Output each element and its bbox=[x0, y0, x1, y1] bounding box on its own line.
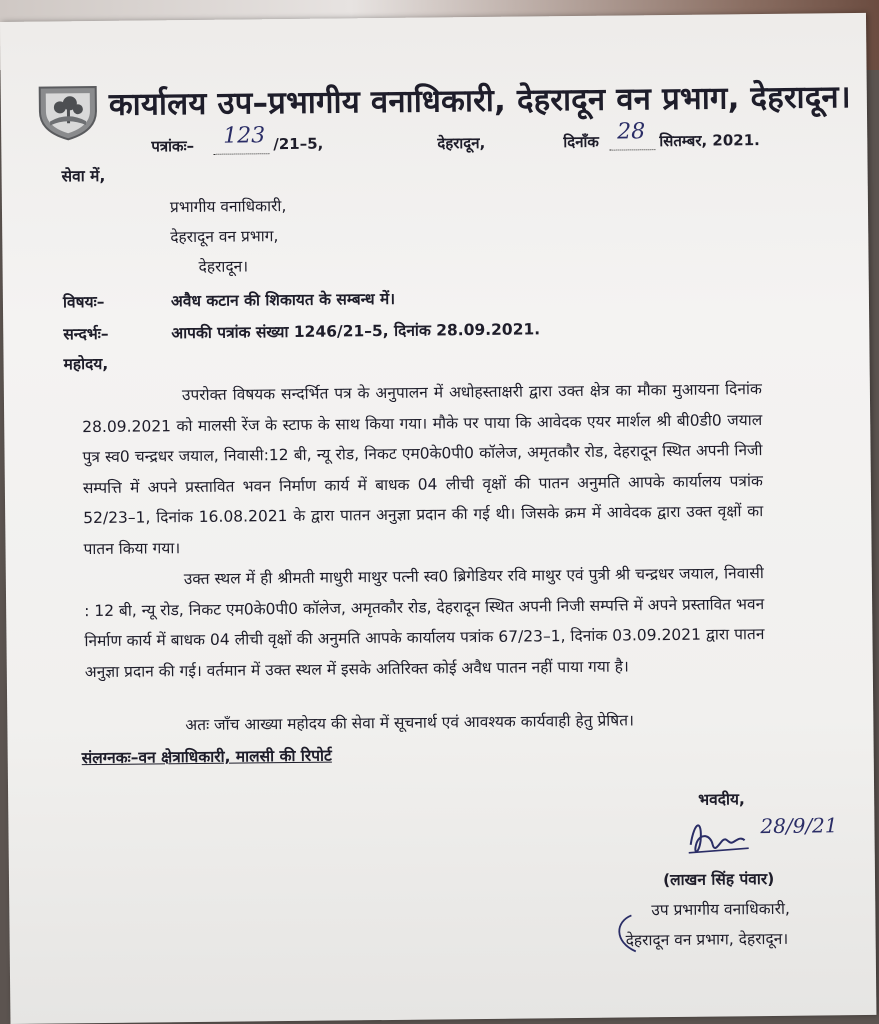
body-paragraph-1-text: उपरोक्त विषयक सन्दर्भित पत्र के अनुपालन में अधोहस्ताक्षरी द्वारा उक्त क्षेत्र का मौका मुआयना दिनांक 28.09.2021 को मालसी रेंज के स्टाफ के साथ किया गया। मौके पर पाया कि आवेदक एयर मार्शल श्री बी0डी0 जयाल पुत्र स्व0 चन्द्रधर जयाल, निवासी:12 बी, न्यू रोड, निकट एम0के0पी0 कॉलेज, अमृतकौर रोड, देहरादून स्थित अपनी निजी सम्पत्ति में अपने प्रस्तावित भवन निर्माण कार्य में बाधक 04 लीची वृक्षों की पातन अनुमति आपके कार्यालय पत्रांक 52/23–1, दिनांक 16.08.2021 के द्वारा पातन अनुज्ञा प्रदान की गई थी। जिसके क्रम में आवेदक द्वारा उक्त वृक्षों का पातन किया गया। bbox=[82, 380, 764, 558]
body-paragraph-3-text: अतः जाँच आख्या महोदय की सेवा में सूचनार्थ एवं आवश्यक कार्यवाही हेतु प्रेषित। bbox=[185, 711, 635, 735]
signatory-office: देहरादून वन प्रभाग, देहरादून। bbox=[625, 929, 789, 950]
pen-mark-icon bbox=[609, 911, 639, 955]
body-paragraph-3 bbox=[85, 704, 765, 742]
body-paragraph-1 bbox=[82, 374, 764, 564]
greeting: महोदय, bbox=[63, 354, 109, 374]
patrank-dotted-line bbox=[213, 153, 269, 155]
letter-page bbox=[0, 13, 876, 1024]
letter-place: देहरादून, bbox=[437, 133, 486, 153]
patrank-label: पत्रांकः– bbox=[151, 136, 195, 156]
recipient-line-2: देहरादून वन प्रभाग, bbox=[170, 227, 279, 247]
date-handwritten: 28 bbox=[617, 119, 646, 145]
signature-date: 28/9/21 bbox=[760, 813, 838, 839]
date-suffix: सितम्बर, 2021. bbox=[659, 131, 760, 151]
date-label: दिनाँक bbox=[563, 132, 599, 152]
forest-department-emblem-icon bbox=[34, 81, 103, 142]
reference-text: आपकी पत्रांक संख्या 1246/21–5, दिनांक 28.09.2021. bbox=[171, 320, 541, 343]
patrank-handwritten: 123 bbox=[223, 123, 266, 149]
signatory-designation: उप प्रभागीय वनाधिकारी, bbox=[651, 899, 791, 920]
patrank-suffix: /21–5, bbox=[273, 134, 324, 154]
recipient-line-1: प्रभागीय वनाधिकारी, bbox=[169, 197, 287, 217]
recipient-line-3: देहरादून। bbox=[198, 257, 249, 276]
closing-yours: भवदीय, bbox=[698, 790, 745, 809]
salutation-to: सेवा में, bbox=[61, 166, 106, 186]
letterhead-title: कार्यालय उप–प्रभागीय वनाधिकारी, देहरादून वन प्रभाग, देहरादून। bbox=[108, 79, 852, 123]
signatory-name: (लाखन सिंह पंवार) bbox=[662, 869, 775, 890]
body-paragraph-2-text: उक्त स्थल में ही श्रीमती माधुरी माथुर पत्नी स्व0 ब्रिगेडियर रवि माथुर एवं पुत्री श्री चन्द्रधर जयाल, निवासी : 12 बी, न्यू रोड, निकट एम0के0पी0 कॉलेज, अमृतकौर रोड, देहरादून स्थित अपनी निजी सम्पत्ति में अपने प्रस्तावित भवन निर्माण कार्य में बाधक 04 लीची वृक्षों की अनुमति आपके कार्यालय पत्रांक 67/23–1, दिनांक 03.09.2021 द्वारा पातन अनुज्ञा प्रदान की गई। वर्तमान में उक्त स्थल में इसके अतिरिक्त कोई अवैध पातन नहीं पाया गया है। bbox=[84, 564, 765, 681]
reference-label: सन्दर्भः– bbox=[63, 324, 109, 344]
enclosure-note: संलग्नकः–वन क्षेत्राधिकारी, मालसी की रिपोर्ट bbox=[81, 746, 332, 768]
subject-label: विषयः– bbox=[62, 292, 105, 312]
date-dotted-line bbox=[609, 149, 655, 150]
subject-text: अवैध कटान की शिकायत के सम्बन्ध में। bbox=[170, 289, 396, 311]
body-paragraph-2 bbox=[84, 558, 765, 687]
